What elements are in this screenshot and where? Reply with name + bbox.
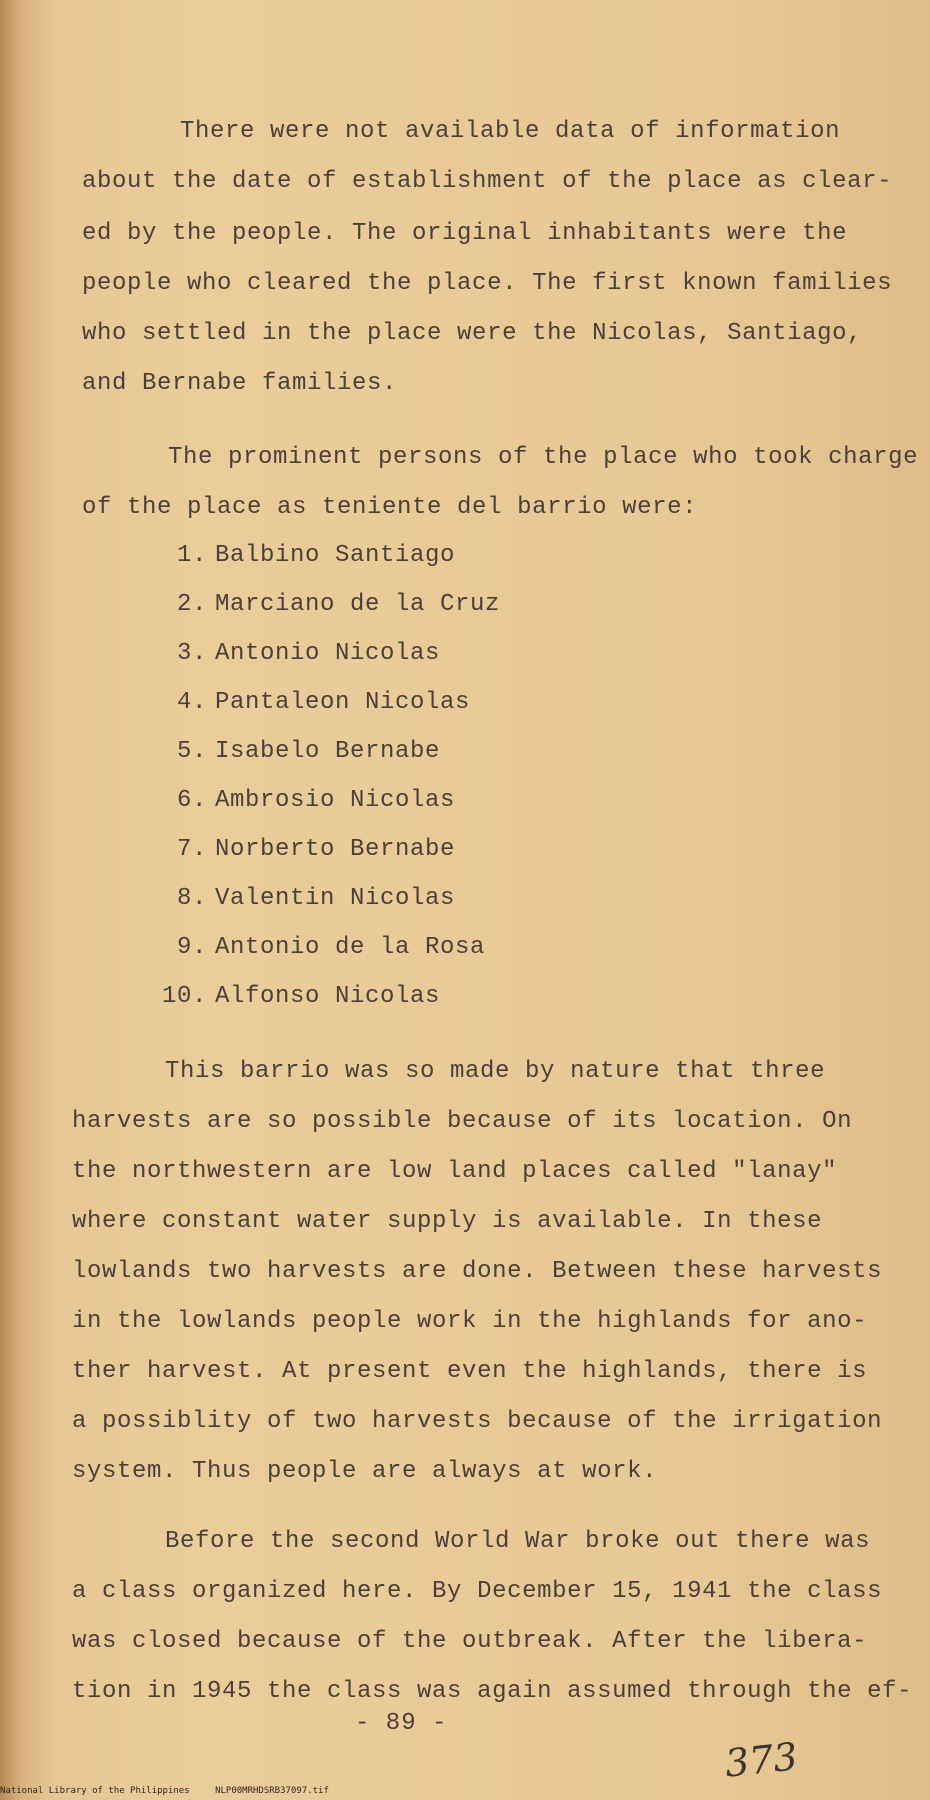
- list-name: Ambrosio Nicolas: [215, 787, 456, 814]
- text-line: the northwestern are low land places called "lanay": [72, 1158, 838, 1185]
- text-line: There were not available data of information: [180, 118, 841, 145]
- text-line: ther harvest. At present even the highlands, there is: [72, 1358, 868, 1385]
- text-line: about the date of establishment of the place as clear-: [82, 168, 893, 195]
- list-name: Pantaleon Nicolas: [215, 689, 471, 716]
- footer: [0, 1786, 930, 1796]
- list-number: 6.: [176, 787, 207, 814]
- list-name: Antonio de la Rosa: [215, 934, 486, 961]
- text-line: ed by the people. The original inhabitants were the: [82, 220, 848, 247]
- list-number: 8.: [176, 885, 207, 912]
- footer-filename: NLP00MRHDSRB37097.tif: [215, 1786, 329, 1796]
- page-number: - 89 -: [355, 1710, 448, 1737]
- list-number: 5.: [176, 738, 207, 765]
- text-line: and Bernabe families.: [82, 370, 398, 397]
- handwritten-annotation: 373: [722, 1734, 800, 1786]
- list-number: 1.: [176, 542, 207, 569]
- text-line: system. Thus people are always at work.: [72, 1458, 658, 1485]
- list-number: 2.: [176, 591, 207, 618]
- list-name: Valentin Nicolas: [215, 885, 456, 912]
- footer-library: National Library of the Philippines: [0, 1786, 190, 1796]
- text-line: harvests are so possible because of its location. On: [72, 1108, 853, 1135]
- list-name: Isabelo Bernabe: [215, 738, 441, 765]
- text-line: of the place as teniente del barrio were:: [82, 494, 698, 521]
- text-line: The prominent persons of the place who took charge: [168, 444, 919, 471]
- list-number: 9.: [176, 934, 207, 961]
- text-line: a class organized here. By December 15, 1941 the class: [72, 1578, 883, 1605]
- text-line: where constant water supply is available. In these: [72, 1208, 823, 1235]
- list-number: 4.: [176, 689, 207, 716]
- list-name: Norberto Bernabe: [215, 836, 456, 863]
- list-name: Alfonso Nicolas: [215, 983, 441, 1010]
- text-line: was closed because of the outbreak. After the libera-: [72, 1628, 868, 1655]
- text-line: who settled in the place were the Nicolas, Santiago,: [82, 320, 863, 347]
- text-line: This barrio was so made by nature that three: [165, 1058, 826, 1085]
- list-number: 3.: [176, 640, 207, 667]
- list-number: 10.: [161, 983, 207, 1010]
- list-name: Marciano de la Cruz: [215, 591, 501, 618]
- text-line: people who cleared the place. The first known families: [82, 270, 893, 297]
- list-name: Antonio Nicolas: [215, 640, 441, 667]
- text-line: lowlands two harvests are done. Between these harvests: [72, 1258, 883, 1285]
- text-line: Before the second World War broke out there was: [165, 1528, 871, 1555]
- list-name: Balbino Santiago: [215, 542, 456, 569]
- text-line: tion in 1945 the class was again assumed through the ef-: [72, 1678, 913, 1705]
- text-line: a possiblity of two harvests because of the irrigation: [72, 1408, 883, 1435]
- list-number: 7.: [176, 836, 207, 863]
- text-line: in the lowlands people work in the highlands for ano-: [72, 1308, 868, 1335]
